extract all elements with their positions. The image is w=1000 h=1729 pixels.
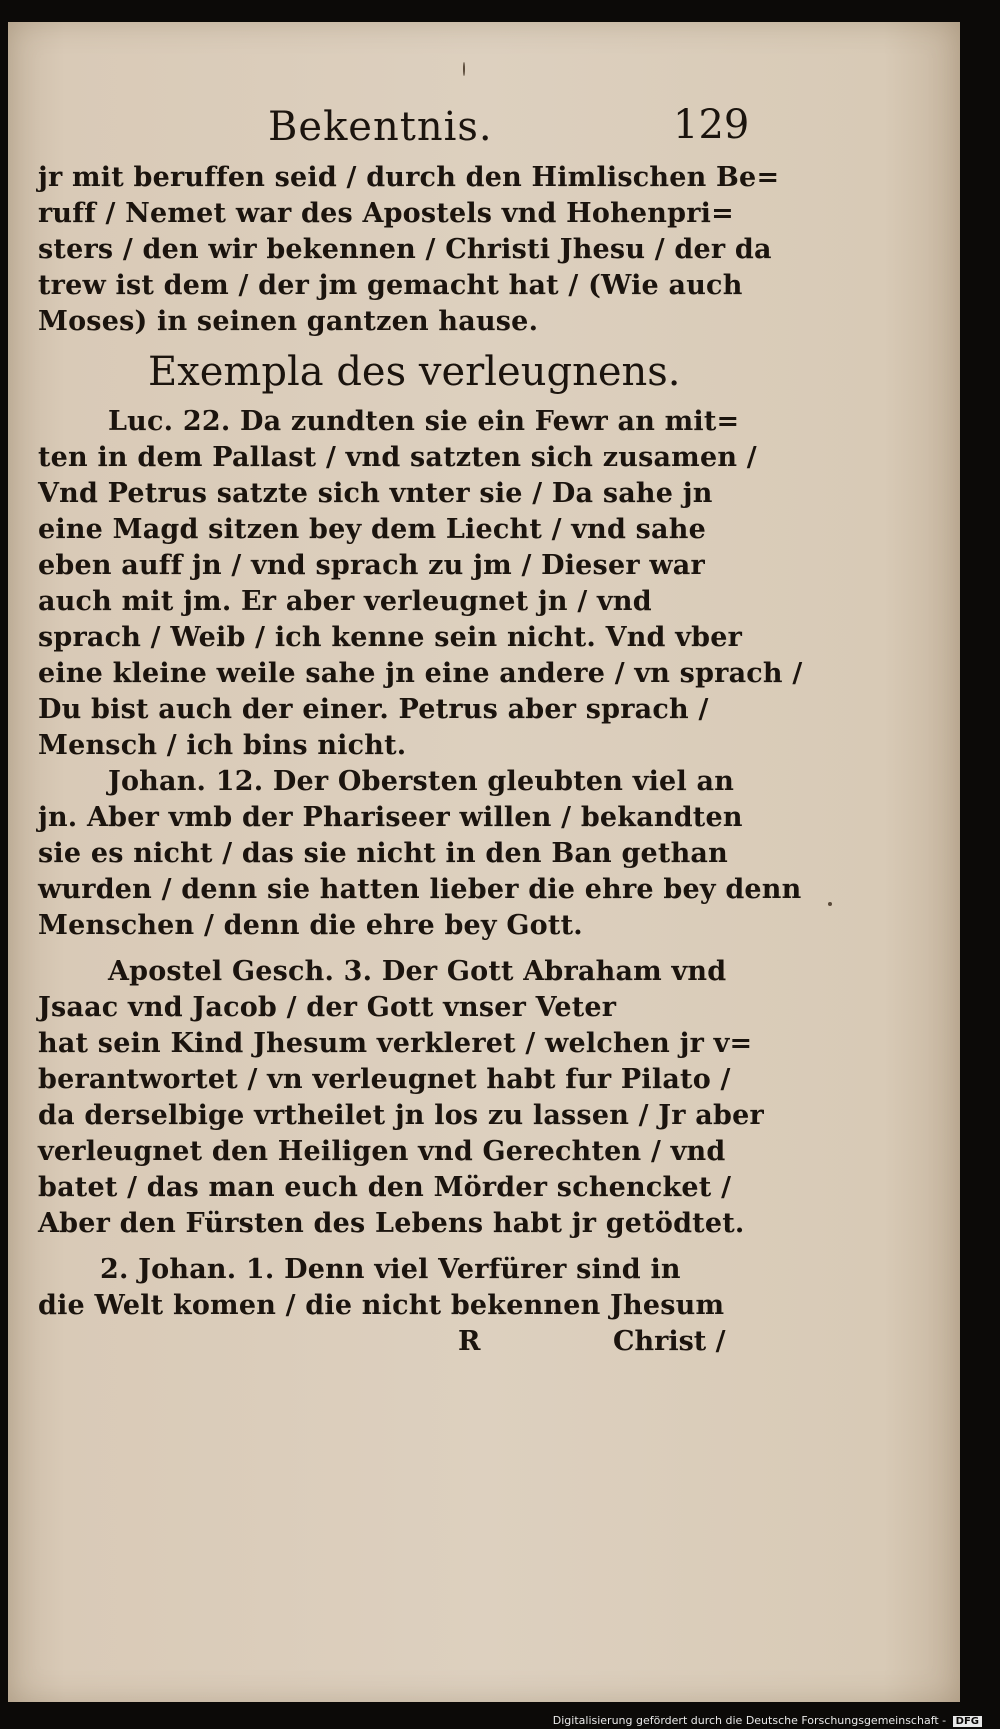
dfg-logo: DFG	[953, 1716, 982, 1727]
text-line: Moses) in seinen gantzen hause.	[38, 306, 539, 337]
text-line: trew ist dem / der jm gemacht hat / (Wie auch	[38, 270, 743, 301]
passage-2-john	[38, 1252, 738, 1324]
text-line: eine Magd sitzen bey dem Liecht / vnd sahe	[38, 514, 706, 545]
text-line: Jsaac vnd Jacob / der Gott vnser Veter	[38, 992, 617, 1023]
text-line: sprach / Weib / ich kenne sein nicht. Vnd vber	[38, 622, 743, 653]
text-line: ruff / Nemet war des Apostels vnd Hohenpri=	[38, 198, 734, 229]
text-line: berantwortet / vn verleugnet habt fur Pilato /	[38, 1064, 731, 1095]
text-line: Du bist auch der einer. Petrus aber sprach /	[38, 694, 709, 725]
text-line: hat sein Kind Jhesum verkleret / welchen jr v=	[38, 1028, 753, 1059]
spacer	[38, 1242, 738, 1252]
running-head-title: Bekentnis.	[268, 104, 493, 150]
text-line: ten in dem Pallast / vnd satzten sich zusamen /	[38, 442, 757, 473]
text-line: eine kleine weile sahe jn eine andere / vn sprach /	[38, 658, 803, 689]
text-line: jr mit beruffen seid / durch den Himlischen Be=	[38, 162, 780, 193]
text-line: sie es nicht / das sie nicht in den Ban gethan	[38, 838, 728, 869]
text-line: die Welt komen / die nicht bekennen Jhesum	[38, 1290, 725, 1321]
text-block	[38, 100, 803, 1360]
text-line: verleugnet den Heiligen vnd Gerechten / vnd	[38, 1136, 726, 1167]
opening-paragraph	[38, 160, 780, 340]
text-line: batet / das man euch den Mörder schencket /	[38, 1172, 732, 1203]
text-line: da derselbige vrtheilet jn los zu lassen / Jr aber	[38, 1100, 764, 1131]
spacer	[38, 944, 738, 954]
text-line: Luc. 22. Da zundten sie ein Fewr an mit=	[108, 406, 740, 437]
text-line: jn. Aber vmb der Phariseer willen / bekandten	[38, 802, 743, 833]
section-heading: Exempla des verleugnens.	[148, 349, 681, 395]
passage-acts	[38, 954, 764, 1242]
catchword: Christ /	[613, 1326, 726, 1357]
text-line: Apostel Gesch. 3. Der Gott Abraham vnd	[108, 956, 727, 987]
digitization-credit	[553, 1714, 982, 1727]
passage-john	[38, 764, 802, 944]
text-line: Aber den Fürsten des Lebens habt jr getödtet.	[38, 1208, 745, 1239]
signature-mark: R	[458, 1326, 481, 1357]
page-footer-marks	[38, 1324, 738, 1360]
text-line: auch mit jm. Er aber verleugnet jn / vnd	[38, 586, 652, 617]
page-number: 129	[673, 102, 750, 148]
text-line: Mensch / ich bins nicht.	[38, 730, 407, 761]
text-line: Vnd Petrus satzte sich vnter sie / Da sahe jn	[38, 478, 713, 509]
paper-mark	[828, 902, 832, 906]
credit-text: Digitalisierung gefördert durch die Deutsche Forschungsgemeinschaft -	[552, 1714, 947, 1727]
text-line: Johan. 12. Der Obersten gleubten viel an	[108, 766, 735, 797]
text-line: eben auff jn / vnd sprach zu jm / Dieser war	[38, 550, 705, 581]
paper-mark	[463, 62, 465, 76]
book-page	[8, 22, 960, 1702]
text-line: 2. Johan. 1. Denn viel Verfürer sind in	[100, 1254, 681, 1285]
text-line: wurden / denn sie hatten lieber die ehre bey denn	[38, 874, 802, 905]
running-head	[38, 100, 750, 160]
passage-luke	[38, 404, 803, 764]
text-line: Menschen / denn die ehre bey Gott.	[38, 910, 583, 941]
text-line: sters / den wir bekennen / Christi Jhesu / der da	[38, 234, 772, 265]
